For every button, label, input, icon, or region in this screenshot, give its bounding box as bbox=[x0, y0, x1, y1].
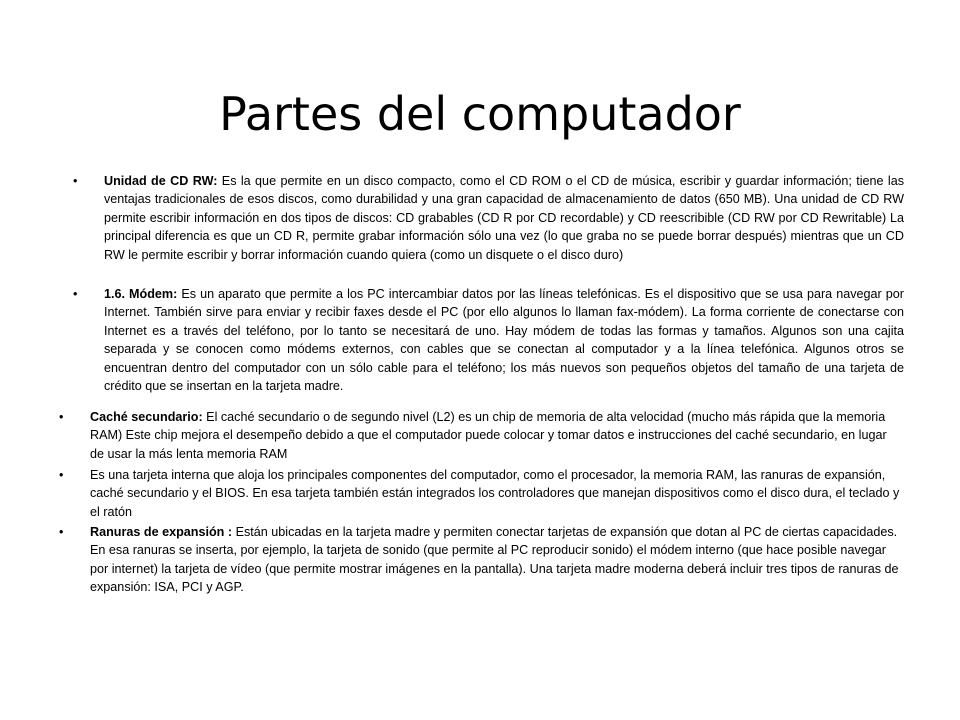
bullet-text bbox=[90, 408, 900, 463]
bullet-dot: • bbox=[73, 174, 78, 188]
bullet-dot: • bbox=[59, 525, 64, 539]
bullet-text bbox=[104, 285, 904, 395]
bullet-cache bbox=[59, 408, 900, 463]
bullet-body: Están ubicadas en la tarjeta madre y permiten conectar tarjetas de expansión que dotan al PC de ciertas capacidades. En esa ranuras se inserta, por ejemplo, la tarjeta de sonido (que permite al PC reproducir sonido) el módem interno (que hace posible navegar por internet) la tarjeta de vídeo (que permite mostrar imágenes en la pantalla). Una tarjeta madre moderna deberá incluir tres tipos de ranuras de expansión: ISA, PCI y AGP. bbox=[90, 525, 899, 595]
bullet-body: El caché secundario o de segundo nivel (L2) es un chip de memoria de alta velocidad (mucho más rápida que la memoria RAM) Este chip mejora el desempeño debido a que el computador puede colocar y tomar datos e instrucciones del caché secundario, en lugar de usar la más lenta memoria RAM bbox=[90, 410, 887, 461]
bullet-term: Ranuras de expansión : bbox=[90, 525, 233, 539]
slide-title: Partes del computador bbox=[219, 86, 741, 141]
bullet-body: Es un aparato que permite a los PC intercambiar datos por las líneas telefónicas. Es el dispositivo que se usa para navegar por Internet. También sirve para enviar y recibir faxes desde el PC (por ello algunos lo llaman fax-módem). La forma corriente de conectarse con Internet es a través del teléfono, por lo tanto se necesitará de uno. Hay módem de todas las formas y tamaños. Algunos son una cajita separada y se conocen como módems externos, con cables que se conectan al computador y a la línea telefónica. Algunos otros se encuentran dentro del computador con un sólo cable para el teléfono; los más nuevos son pequeños objetos del tamaño de una tarjeta de crédito que se insertan en la tarjeta madre. bbox=[104, 287, 904, 394]
bullet-term: 1.6. Módem: bbox=[104, 287, 178, 301]
bullet-text bbox=[104, 172, 904, 264]
bullet-motherboard bbox=[59, 466, 900, 521]
bullet-cd-rw bbox=[73, 172, 904, 264]
bullet-dot: • bbox=[73, 287, 78, 301]
bullet-term: Unidad de CD RW: bbox=[104, 174, 218, 188]
bullet-term: Caché secundario: bbox=[90, 410, 203, 424]
bullet-text bbox=[90, 523, 900, 597]
bullet-body: Es una tarjeta interna que aloja los principales componentes del computador, como el procesador, la memoria RAM, las ranuras de expansión, caché secundario y el BIOS. En esa tarjeta también están integrados los controladores que manejan dispositivos como el disco dura, el teclado y el ratón bbox=[90, 468, 900, 519]
bullet-dot: • bbox=[59, 410, 64, 424]
bullet-body: Es la que permite en un disco compacto, como el CD ROM o el CD de música, escribir y guardar información; tiene las ventajas tradicionales de esos discos, como durabilidad y una gran capacidad de almacenamiento de datos (650 MB). Una unidad de CD RW permite escribir información en dos tipos de discos: CD grabables (CD R por CD recordable) y CD reescribible (CD RW por CD Rewritable) La principal diferencia es que un CD R, permite grabar información sólo una vez (lo que graba no se puede borrar después) mientras que un CD RW le permite escribir y borrar información cuando quiera (como un disquete o el disco duro) bbox=[104, 174, 904, 262]
bullet-dot: • bbox=[59, 468, 64, 482]
bullet-expansion-slots bbox=[59, 523, 900, 597]
bullet-modem bbox=[73, 285, 904, 395]
bullet-text bbox=[90, 466, 900, 521]
